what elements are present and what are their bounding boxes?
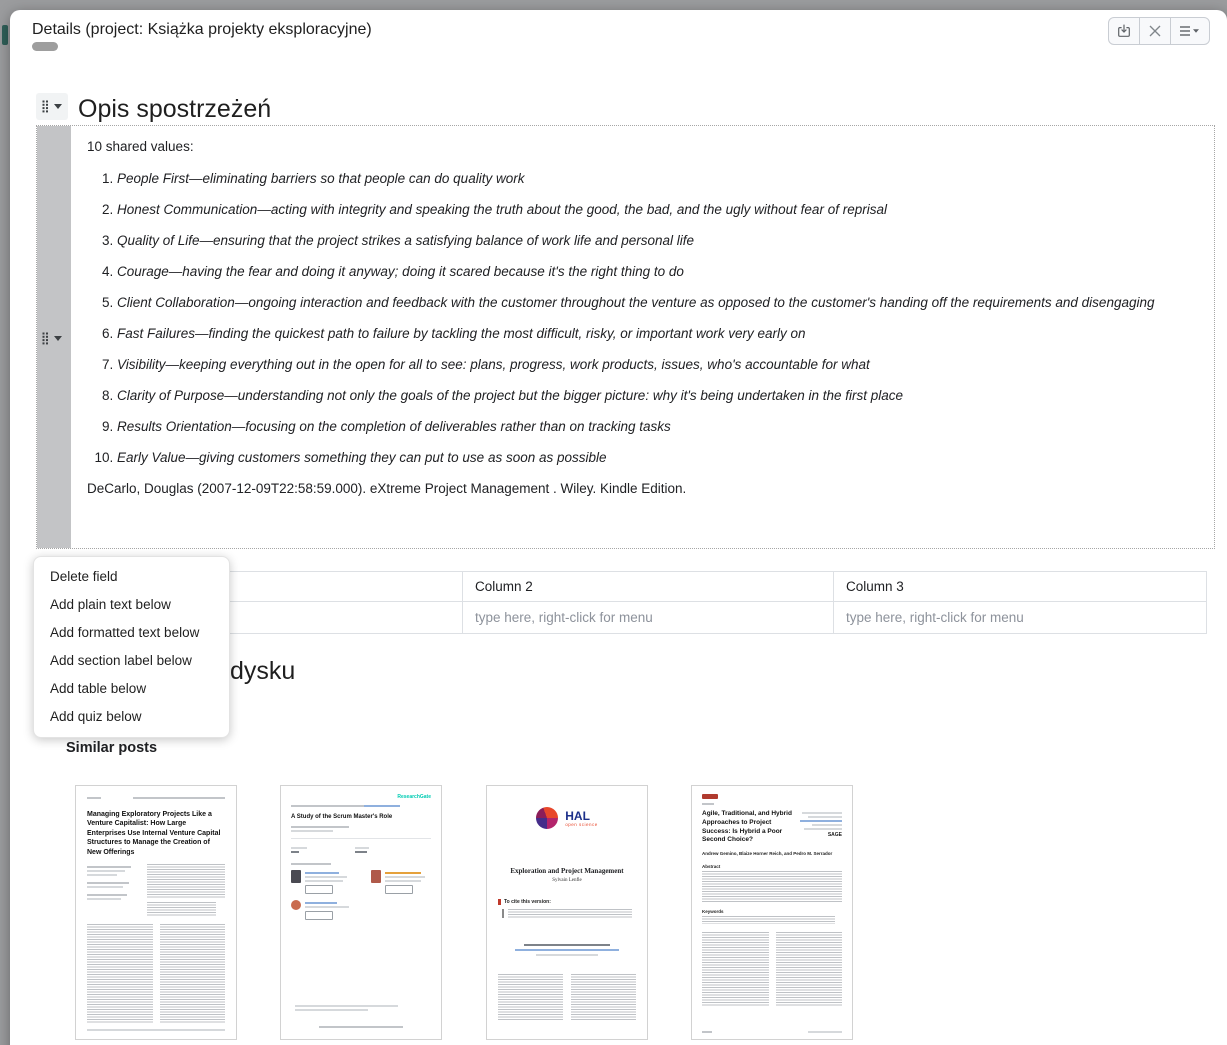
list-item	[117, 326, 1156, 342]
menu-item-add-quiz[interactable]: Add quiz below	[50, 709, 142, 724]
text-lines	[147, 864, 225, 898]
hal-name: HAL	[565, 808, 590, 823]
list-item	[117, 295, 1156, 311]
page-header-lines	[87, 795, 225, 801]
table-header-col3[interactable]: Column 3	[834, 572, 1207, 602]
text-line	[702, 803, 714, 805]
two-column-body	[498, 974, 636, 1020]
thumbnail-page	[281, 786, 441, 1039]
table-header-col2[interactable]: Column 2	[463, 572, 834, 602]
divider	[291, 838, 431, 839]
chevron-down-icon	[54, 336, 62, 341]
thumbnail-page	[76, 786, 236, 1039]
authors-lines	[87, 864, 139, 916]
list-item	[117, 450, 1156, 466]
text-line	[291, 851, 299, 853]
list-item-text: People First—eliminating barriers so that people can do quality work	[117, 171, 525, 186]
section-heading-observations: Opis spostrzeżeń	[78, 95, 272, 123]
text-line	[355, 851, 367, 853]
text-line	[291, 847, 307, 849]
text-line	[87, 866, 131, 868]
hal-id-block	[498, 944, 636, 956]
text-line	[87, 874, 117, 876]
text-lines	[87, 924, 153, 1024]
text-line	[133, 797, 225, 799]
paper-author: Sylvain Lenfle	[552, 878, 582, 883]
link-line	[291, 805, 431, 807]
subtitle-pill-placeholder	[32, 42, 58, 51]
page-number-line	[702, 1031, 712, 1033]
cite-block	[502, 909, 636, 918]
similar-post-thumbnail-4[interactable]	[691, 785, 853, 1040]
two-column-body	[702, 932, 842, 1006]
two-column-body	[87, 924, 225, 1024]
list-item	[117, 419, 1156, 435]
list-intro: 10 shared values:	[87, 139, 194, 154]
page-footer-lines	[295, 1003, 427, 1013]
observations-field	[36, 125, 1215, 549]
cite-label: To cite this version:	[504, 899, 551, 905]
text-line	[808, 816, 842, 818]
paper-title: A Study of the Scrum Master's Role	[291, 814, 393, 820]
list-item	[117, 388, 1156, 404]
page-footer-line	[87, 1029, 225, 1031]
drag-dots-icon	[42, 100, 49, 113]
text-line	[295, 1005, 398, 1007]
text-line	[536, 954, 598, 956]
author-block	[291, 870, 347, 894]
text-line	[291, 826, 349, 828]
text-line	[804, 828, 842, 830]
text-line	[515, 949, 619, 951]
menu-item-add-table[interactable]: Add table below	[50, 681, 147, 696]
journal-info-block	[800, 810, 842, 845]
thumbnail-page	[487, 786, 647, 1039]
see-profile-button	[305, 885, 333, 894]
list-item	[117, 357, 1156, 373]
text-lines	[508, 909, 632, 918]
text-line	[295, 1009, 368, 1011]
similar-post-thumbnail-2[interactable]	[280, 785, 442, 1040]
author-abstract-block	[87, 864, 225, 916]
text-line	[87, 894, 127, 896]
data-table	[60, 571, 1206, 634]
list-item-text: Courage—having the fear and doing it anyway; doing it scared because it's the right thing to do	[117, 264, 684, 279]
author-info	[305, 870, 347, 894]
hal-pinwheel-icon	[536, 807, 558, 829]
text-line	[87, 898, 121, 900]
list-item-text: Results Orientation—focusing on the completion of deliverables rather than on tracking tasks	[117, 419, 671, 434]
text-lines	[147, 902, 216, 916]
chevron-down-icon	[54, 104, 62, 109]
paper-authors: Andrew Gemino, Blaize Horner Reich, and Pedro M. Serrador	[702, 851, 833, 857]
text-line	[87, 886, 123, 888]
similar-posts-label: Similar posts	[66, 740, 158, 756]
text-lines	[776, 932, 843, 1006]
text-line	[305, 872, 339, 874]
see-profile-button	[385, 885, 413, 894]
close-button[interactable]	[1139, 17, 1171, 45]
field-drag-handle[interactable]	[42, 332, 62, 345]
download-icon	[1116, 23, 1132, 39]
text-line	[291, 830, 333, 832]
menu-item-add-formatted-text[interactable]: Add formatted text below	[50, 625, 200, 640]
menu-item-add-plain-text[interactable]: Add plain text below	[50, 597, 171, 612]
list-item	[117, 171, 1156, 187]
text-line	[812, 824, 842, 826]
citation-text: DeCarlo, Douglas (2007-12-09T22:58:59.000). eXtreme Project Management . Wiley. Kindle Edition.	[87, 481, 687, 496]
text-line	[305, 876, 347, 878]
text-line	[800, 820, 842, 822]
menu-item-add-section-label[interactable]: Add section label below	[50, 653, 192, 668]
field-context-menu	[33, 556, 230, 738]
text-lines	[160, 924, 226, 1024]
text-line	[87, 882, 129, 884]
researchgate-logo: ResearchGate	[397, 794, 431, 800]
cite-bullet	[498, 899, 501, 905]
list-item	[117, 264, 1156, 280]
sage-logo: SAGE	[827, 832, 842, 838]
thumbnail-page	[692, 786, 852, 1039]
dialog-toolbar	[1108, 17, 1210, 45]
background-page-icon-sliver	[2, 25, 8, 45]
shared-values-list	[87, 171, 1156, 466]
text-line	[385, 880, 421, 882]
abstract-lines	[147, 864, 225, 916]
menu-icon	[1179, 24, 1201, 38]
see-profile-button	[305, 911, 333, 920]
section-heading-files-fragment: dysku	[230, 657, 296, 685]
stat	[355, 845, 369, 855]
author-block	[291, 900, 431, 920]
text-line	[305, 880, 343, 882]
text-line	[385, 872, 421, 874]
list-item-text: Client Collaboration—ongoing interaction and feedback with the customer throughout the venture as opposed to the customer's handing off the requirements and disengaging	[117, 295, 1155, 310]
text-line	[291, 863, 331, 865]
field-drag-strip[interactable]	[37, 126, 71, 548]
list-item-text: Quality of Life—ensuring that the project strikes a satisfying balance of work life and personal life	[117, 233, 695, 248]
stat	[291, 845, 307, 855]
journal-badge	[702, 794, 718, 799]
hal-wordmark	[565, 810, 598, 827]
author-info	[305, 900, 349, 920]
author-avatar	[371, 870, 381, 883]
text-line	[802, 812, 842, 814]
text-line	[305, 906, 349, 908]
similar-post-thumbnail-1[interactable]	[75, 785, 237, 1040]
list-item-text: Early Value—giving customers something they can put to use as soon as possible	[117, 450, 607, 465]
export-button[interactable]	[1108, 17, 1140, 45]
similar-post-thumbnail-3[interactable]	[486, 785, 648, 1040]
text-line	[319, 1026, 403, 1028]
menu-item-delete-field[interactable]: Delete field	[50, 569, 118, 584]
text-lines	[571, 974, 636, 1020]
paper-title: Exploration and Project Management	[510, 867, 624, 875]
author-avatar	[291, 870, 301, 883]
author-block	[371, 870, 425, 894]
text-lines	[702, 932, 769, 1006]
text-lines	[702, 916, 835, 924]
table-row	[61, 602, 1207, 634]
abstract-label: Abstract	[702, 864, 721, 870]
stats-block	[291, 845, 431, 855]
list-item	[117, 233, 1156, 249]
observations-editor[interactable]	[71, 126, 1214, 548]
list-item	[117, 202, 1156, 218]
footer-line	[808, 1031, 842, 1033]
text-lines	[702, 871, 842, 903]
list-item-text: Honest Communication—acting with integrity and speaking the truth about the good, the bad, and the ugly without fear of reprisal	[117, 202, 887, 217]
list-item-text: Visibility—keeping everything out in the open for all to see: plans, progress, work products, issues, who's accountable for what	[117, 357, 870, 372]
cite-row	[498, 899, 636, 905]
authors-row	[291, 870, 431, 894]
text-line	[87, 797, 101, 799]
hal-logo	[498, 807, 636, 829]
text-line	[87, 870, 125, 872]
table-cell-col2[interactable]: type here, right-click for menu	[463, 602, 834, 634]
list-item-text: Clarity of Purpose—understanding not only the goals of the project but the bigger picture: why it's being undertaken in the first place	[117, 388, 904, 403]
text-line	[355, 847, 369, 849]
text-line	[385, 876, 425, 878]
title-header-row	[702, 810, 842, 845]
text-line	[305, 902, 337, 904]
dialog-title: Details (project: Książka projekty eksploracyjne)	[32, 21, 372, 38]
author-info	[385, 870, 425, 894]
text-lines	[498, 974, 563, 1020]
text-line	[524, 944, 610, 946]
drag-dots-icon	[42, 332, 49, 345]
details-dialog	[10, 10, 1227, 1045]
keywords-label: Keywords	[702, 909, 724, 915]
field-heading-drag-handle[interactable]	[36, 93, 68, 120]
dialog-menu-button[interactable]	[1170, 17, 1210, 45]
list-item-text: Fast Failures—finding the quickest path to failure by tackling the most difficult, risky, or important work very early on	[117, 326, 806, 341]
paper-title: Agile, Traditional, and Hybrid Approaches to Project Success: Is Hybrid a Poor Second Choice?	[702, 810, 792, 844]
table-cell-col3[interactable]: type here, right-click for menu	[834, 602, 1207, 634]
close-icon	[1148, 24, 1162, 38]
hal-subtitle: open science	[565, 821, 598, 827]
author-avatar	[291, 900, 301, 910]
paper-title: Managing Exploratory Projects Like a Venture Capitalist: How Large Enterprises Use Internal Venture Capital Structures to Manage the Creation of New Offerings	[87, 811, 221, 856]
